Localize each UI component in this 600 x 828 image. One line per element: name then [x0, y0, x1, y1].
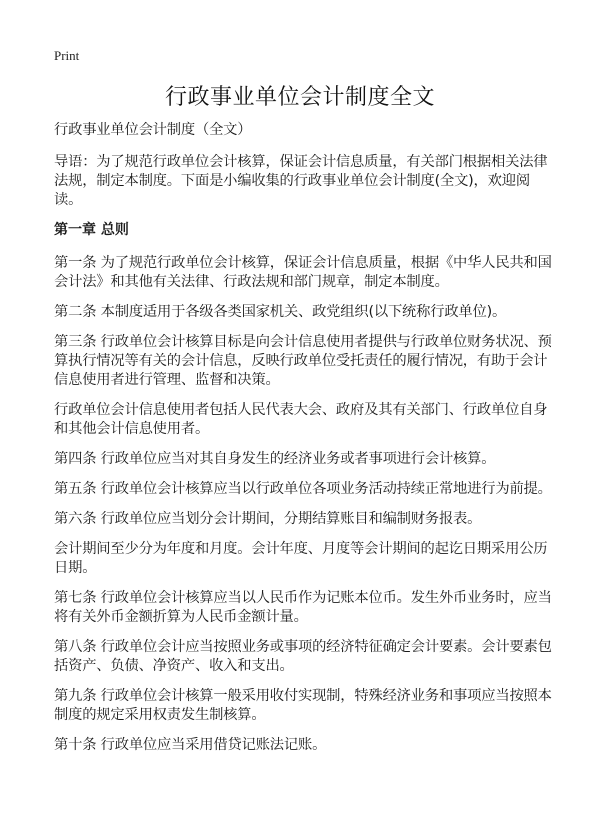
print-label: Print: [54, 48, 80, 63]
intro-paragraph: 导语：为了规范行政单位会计核算，保证会计信息质量，有关部门根据相关法律法规，制定本制度。下面是小编收集的行政事业单位会计制度(全文)，欢迎阅读。: [54, 154, 548, 208]
article-5: 第五条 行政单位会计核算应当以行政单位各项业务活动持续正常地进行为前提。: [54, 481, 552, 497]
article-6-continued: 会计期间至少分为年度和月度。会计年度、月度等会计期间的起讫日期采用公历日期。: [54, 541, 548, 576]
document-body: [54, 121, 554, 766]
chapter-heading: 第一章 总则: [54, 222, 129, 238]
article-3: 第三条 行政单位会计核算目标是向会计信息使用者提供与行政单位财务状况、预算执行情况等有关的会计信息，反映行政单位受托责任的履行情况，有助于会计信息使用者进行管理、监督和决策。: [54, 334, 552, 388]
article-2: 第二条 本制度适用于各级各类国家机关、政党组织(以下统称行政单位)。: [54, 304, 507, 320]
article-1: 第一条 为了规范行政单位会计核算，保证会计信息质量，根据《中华人民共和国会计法》和其他有关法律、行政法规和部门规章，制定本制度。: [54, 255, 552, 290]
article-10: 第十条 行政单位应当采用借贷记账法记账。: [54, 737, 327, 753]
article-7: 第七条 行政单位会计核算应当以人民币作为记账本位币。发生外币业务时，应当将有关外币金额折算为人民币金额计量。: [54, 590, 552, 625]
article-3-continued: 行政单位会计信息使用者包括人民代表大会、政府及其有关部门、行政单位自身和其他会计信息使用者。: [54, 402, 548, 437]
document-title: 行政事业单位会计制度全文: [164, 85, 435, 110]
article-6: 第六条 行政单位应当划分会计期间，分期结算账目和编制财务报表。: [54, 511, 482, 527]
document-subtitle: 行政事业单位会计制度（全文）: [54, 122, 252, 138]
article-4: 第四条 行政单位应当对其自身发生的经济业务或者事项进行会计核算。: [54, 451, 496, 467]
article-8: 第八条 行政单位会计应当按照业务或事项的经济特征确定会计要素。会计要素包括资产、负债、净资产、收入和支出。: [54, 639, 552, 674]
article-9: 第九条 行政单位会计核算一般采用收付实现制，特殊经济业务和事项应当按照本制度的规定采用权责发生制核算。: [54, 688, 552, 723]
